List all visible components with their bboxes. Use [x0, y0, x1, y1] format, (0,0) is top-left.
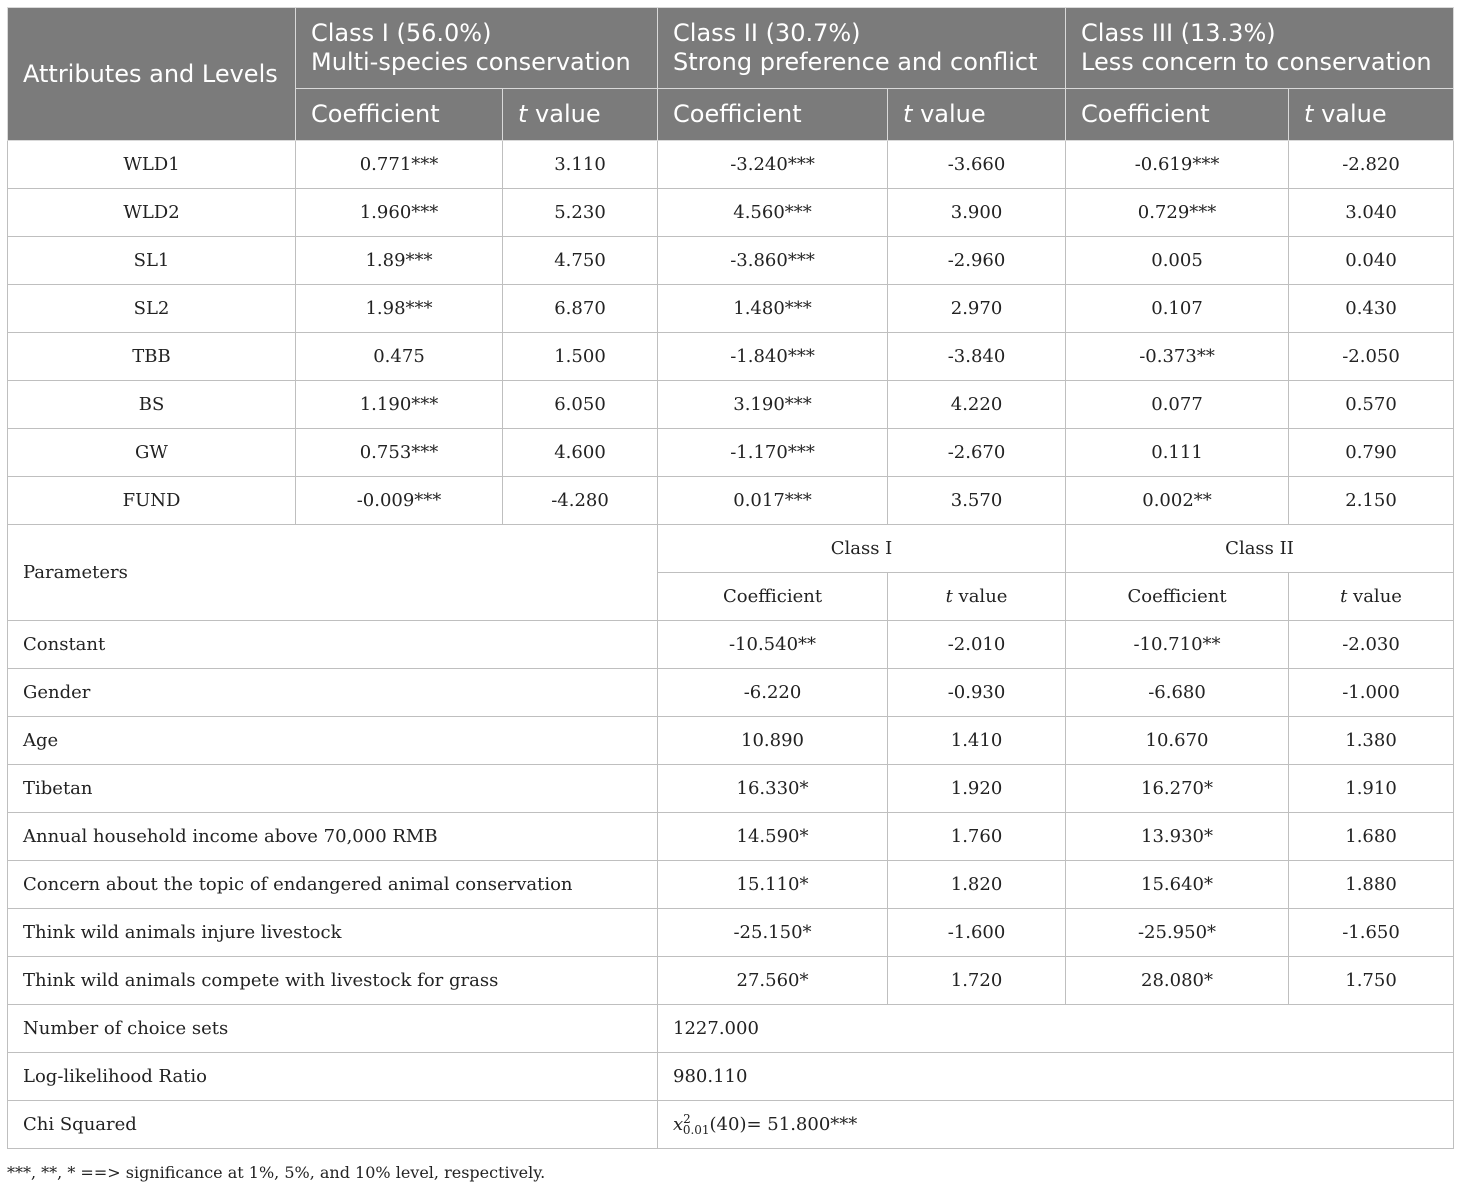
cell: 4.600 [503, 429, 658, 477]
summary-row [8, 1053, 1454, 1101]
cell: 16.330* [658, 765, 888, 813]
attribute-name: GW [8, 429, 296, 477]
t-suffix: value [1313, 100, 1387, 128]
parameter-name: Age [8, 717, 658, 765]
chi-superscript: 2 [683, 1111, 691, 1126]
class-3-header [1066, 8, 1454, 89]
cell: -3.840 [888, 333, 1066, 381]
parameter-name: Think wild animals injure livestock [8, 909, 658, 957]
params-header-row [8, 525, 1454, 573]
table-row [8, 909, 1454, 957]
table-row [8, 957, 1454, 1005]
cell: 1.410 [888, 717, 1066, 765]
parameter-name: Constant [8, 621, 658, 669]
cell: -2.010 [888, 621, 1066, 669]
cell: -2.820 [1289, 141, 1454, 189]
table-row [8, 861, 1454, 909]
cell: 10.670 [1066, 717, 1289, 765]
choice-sets-value: 1227.000 [658, 1005, 1454, 1053]
t-suffix: value [952, 586, 1008, 607]
footnote: ***, **, * ==> significance at 1%, 5%, and 10% level, respectively. [7, 1163, 546, 1182]
cell: 1.98*** [296, 285, 503, 333]
cell: 0.040 [1289, 237, 1454, 285]
cell: 0.771*** [296, 141, 503, 189]
table-row [8, 765, 1454, 813]
table-row [8, 669, 1454, 717]
cell: 0.475 [296, 333, 503, 381]
chi-value [658, 1101, 1454, 1149]
parameter-name: Think wild animals compete with livestock for grass [8, 957, 658, 1005]
cell: -2.960 [888, 237, 1066, 285]
table-row [8, 717, 1454, 765]
cell: 0.570 [1289, 381, 1454, 429]
cell: 1.680 [1289, 813, 1454, 861]
cell: 4.750 [503, 237, 658, 285]
cell: -1.840*** [658, 333, 888, 381]
class-2-coef-header: Coefficient [658, 89, 888, 141]
cell: 1.480*** [658, 285, 888, 333]
cell: 1.910 [1289, 765, 1454, 813]
class-2-subtitle: Strong preference and conflict [673, 48, 1038, 76]
cell: 27.560* [658, 957, 888, 1005]
cell: 6.870 [503, 285, 658, 333]
attribute-name: BS [8, 381, 296, 429]
summary-row [8, 1101, 1454, 1149]
chi-expression: (40)= 51.800*** [709, 1113, 858, 1135]
cell: 28.080* [1066, 957, 1289, 1005]
attribute-name: WLD1 [8, 141, 296, 189]
cell: 3.900 [888, 189, 1066, 237]
cell: -2.670 [888, 429, 1066, 477]
cell: 2.150 [1289, 477, 1454, 525]
t-suffix: value [912, 100, 986, 128]
cell: 0.107 [1066, 285, 1289, 333]
attribute-name: WLD2 [8, 189, 296, 237]
class-2-title: Class II (30.7%) [673, 19, 861, 47]
cell: -2.030 [1289, 621, 1454, 669]
cell: -4.280 [503, 477, 658, 525]
parameters-label: Parameters [8, 525, 658, 621]
table-row [8, 477, 1454, 525]
cell: -0.930 [888, 669, 1066, 717]
table-row [8, 429, 1454, 477]
params-class-1-coef-header: Coefficient [658, 573, 888, 621]
class-3-subtitle: Less concern to conservation [1081, 48, 1432, 76]
cell: 14.590* [658, 813, 888, 861]
t-suffix: value [527, 100, 601, 128]
cell: 3.110 [503, 141, 658, 189]
chi-label: Chi Squared [8, 1101, 658, 1149]
cell: -0.009*** [296, 477, 503, 525]
cell: -1.170*** [658, 429, 888, 477]
cell: 1.750 [1289, 957, 1454, 1005]
cell: 3.040 [1289, 189, 1454, 237]
cell: 13.930* [1066, 813, 1289, 861]
cell: 1.920 [888, 765, 1066, 813]
chi-symbol: x [673, 1113, 684, 1135]
cell: 3.190*** [658, 381, 888, 429]
table-row [8, 381, 1454, 429]
cell: 1.880 [1289, 861, 1454, 909]
table-row [8, 333, 1454, 381]
table-row [8, 285, 1454, 333]
class-3-title: Class III (13.3%) [1081, 19, 1276, 47]
table-row [8, 621, 1454, 669]
cell: 1.820 [888, 861, 1066, 909]
table-row [8, 189, 1454, 237]
class-2-t-header [888, 89, 1066, 141]
cell: 4.220 [888, 381, 1066, 429]
parameter-name: Gender [8, 669, 658, 717]
cell: 10.890 [658, 717, 888, 765]
cell: 16.270* [1066, 765, 1289, 813]
class-1-subtitle: Multi-species conservation [311, 48, 631, 76]
class-1-coef-header: Coefficient [296, 89, 503, 141]
cell: -6.680 [1066, 669, 1289, 717]
cell: 4.560*** [658, 189, 888, 237]
cell: 1.89*** [296, 237, 503, 285]
parameter-name: Annual household income above 70,000 RMB [8, 813, 658, 861]
class-3-t-header [1289, 89, 1454, 141]
results-table [7, 7, 1454, 1149]
attribute-name: SL1 [8, 237, 296, 285]
cell: 3.570 [888, 477, 1066, 525]
cell: 0.077 [1066, 381, 1289, 429]
class-2-header [658, 8, 1066, 89]
class-1-header [296, 8, 658, 89]
params-class-1-header: Class I [658, 525, 1066, 573]
cell: -3.660 [888, 141, 1066, 189]
cell: -3.240*** [658, 141, 888, 189]
cell: 0.005 [1066, 237, 1289, 285]
class-1-title: Class I (56.0%) [311, 19, 492, 47]
class-3-coef-header: Coefficient [1066, 89, 1289, 141]
cell: -1.650 [1289, 909, 1454, 957]
cell: 6.050 [503, 381, 658, 429]
attribute-name: TBB [8, 333, 296, 381]
t-symbol: t [1304, 100, 1314, 128]
cell: 1.720 [888, 957, 1066, 1005]
cell: -10.540** [658, 621, 888, 669]
class-1-t-header [503, 89, 658, 141]
parameter-name: Concern about the topic of endangered animal conservation [8, 861, 658, 909]
t-symbol: t [945, 586, 953, 607]
cell: 0.111 [1066, 429, 1289, 477]
params-class-1-t-header [888, 573, 1066, 621]
params-class-2-t-header [1289, 573, 1454, 621]
params-class-2-header: Class II [1066, 525, 1454, 573]
cell: 0.017*** [658, 477, 888, 525]
attribute-name: SL2 [8, 285, 296, 333]
cell: -0.373** [1066, 333, 1289, 381]
params-class-2-coef-header: Coefficient [1066, 573, 1289, 621]
table-row [8, 813, 1454, 861]
cell: -0.619*** [1066, 141, 1289, 189]
cell: -10.710** [1066, 621, 1289, 669]
cell: 1.500 [503, 333, 658, 381]
table-row [8, 237, 1454, 285]
cell: -2.050 [1289, 333, 1454, 381]
table-row [8, 141, 1454, 189]
cell: 0.790 [1289, 429, 1454, 477]
attribute-name: FUND [8, 477, 296, 525]
cell: -3.860*** [658, 237, 888, 285]
cell: 0.430 [1289, 285, 1454, 333]
cell: -25.950* [1066, 909, 1289, 957]
llr-label: Log-likelihood Ratio [8, 1053, 658, 1101]
attributes-header: Attributes and Levels [8, 8, 296, 141]
cell: 5.230 [503, 189, 658, 237]
cell: 1.760 [888, 813, 1066, 861]
cell: 0.002** [1066, 477, 1289, 525]
t-symbol: t [903, 100, 913, 128]
choice-sets-label: Number of choice sets [8, 1005, 658, 1053]
llr-value: 980.110 [658, 1053, 1454, 1101]
t-symbol: t [518, 100, 528, 128]
cell: 2.970 [888, 285, 1066, 333]
cell: 1.190*** [296, 381, 503, 429]
cell: 15.110* [658, 861, 888, 909]
parameter-name: Tibetan [8, 765, 658, 813]
cell: 1.380 [1289, 717, 1454, 765]
cell: -25.150* [658, 909, 888, 957]
cell: -6.220 [658, 669, 888, 717]
t-suffix: value [1347, 586, 1402, 607]
cell: 15.640* [1066, 861, 1289, 909]
chi-subscript: 0.01 [682, 1123, 710, 1138]
cell: -1.600 [888, 909, 1066, 957]
cell: 1.960*** [296, 189, 503, 237]
cell: 0.753*** [296, 429, 503, 477]
cell: -1.000 [1289, 669, 1454, 717]
t-symbol: t [1340, 586, 1348, 607]
cell: 0.729*** [1066, 189, 1289, 237]
summary-row [8, 1005, 1454, 1053]
